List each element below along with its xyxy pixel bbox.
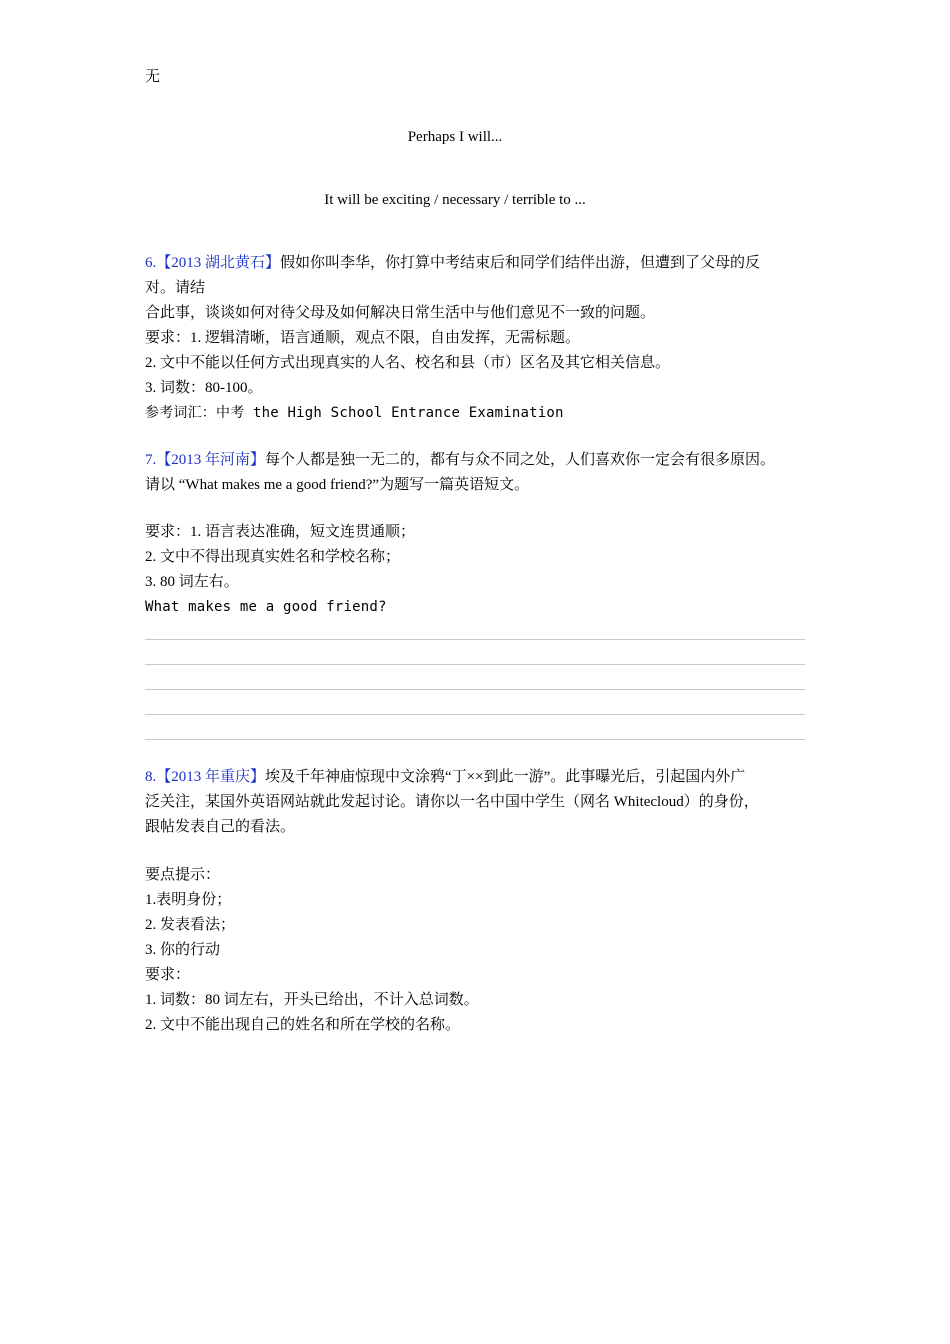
q8-requirement-2: 2. 文中不能出现自己的姓名和所在学校的名称。 xyxy=(145,1017,461,1033)
q8-line1 xyxy=(145,767,745,787)
q7-requirement-2: 2. 文中不得出现真实姓名和学校名称； xyxy=(145,549,401,565)
q6-text-line1: 假如你叫李华，你打算中考结束后和同学们结伴出游，但遭到了父母的反 xyxy=(280,255,761,271)
q7-text-line1: 每个人都是独一无二的，都有与众不同之处，人们喜欢你一定会有很多原因。 xyxy=(265,452,776,468)
q7-source: 【2013 年河南】 xyxy=(156,452,266,468)
q6-requirement-1: 要求：1. 逻辑清晰，语言通顺，观点不限，自由发挥，无需标题。 xyxy=(145,330,581,346)
q6-source: 【2013 湖北黄石】 xyxy=(156,255,281,271)
prompt-perhaps: Perhaps I will... xyxy=(407,129,503,145)
answer-line-5 xyxy=(145,739,805,740)
q7-requirement-1: 要求：1. 语言表达准确，短文连贯通顺； xyxy=(145,524,416,540)
q8-text-line3: 跟帖发表自己的看法。 xyxy=(145,819,296,835)
q6-line1 xyxy=(145,253,760,273)
q8-requirement-1: 1. 词数：80 词左右，开头已给出，不计入总词数。 xyxy=(145,992,479,1008)
q8-source: 【2013 年重庆】 xyxy=(156,769,266,785)
q7-essay-title: What makes me a good friend? xyxy=(145,599,387,615)
q8-tip-3: 3. 你的行动 xyxy=(145,942,221,958)
answer-line-3 xyxy=(145,689,805,690)
q8-number: 8. xyxy=(145,769,157,785)
q7-text-line2: 请以 “What makes me a good friend?”为题写一篇英语短文。 xyxy=(145,477,530,493)
header-text: 无 xyxy=(145,69,161,85)
q8-requirements-heading: 要求： xyxy=(145,967,191,983)
q7-number: 7. xyxy=(145,452,157,468)
answer-line-2 xyxy=(145,664,805,665)
q6-number: 6. xyxy=(145,255,157,271)
q8-tips-heading: 要点提示： xyxy=(145,867,221,883)
q8-tip-1: 1.表明身份； xyxy=(145,892,232,908)
q7-line1 xyxy=(145,450,775,470)
q6-text-line3: 合此事，谈谈如何对待父母及如何解决日常生活中与他们意见不一致的问题。 xyxy=(145,305,656,321)
q6-requirement-2: 2. 文中不能以任何方式出现真实的人名、校名和县（市）区名及其它相关信息。 xyxy=(145,355,671,371)
q6-text-line2: 对。请结 xyxy=(145,280,206,296)
q8-tip-2: 2. 发表看法； xyxy=(145,917,236,933)
answer-line-4 xyxy=(145,714,805,715)
q6-requirement-3: 3. 词数：80-100。 xyxy=(145,380,263,396)
q7-requirement-3: 3. 80 词左右。 xyxy=(145,574,239,590)
prompt-exciting: It will be exciting / necessary / terrible to ... xyxy=(324,192,586,208)
q8-text-line2: 泛关注，某国外英语网站就此发起讨论。请你以一名中国中学生（网名 Whitecloud）的身份， xyxy=(145,794,759,810)
answer-line-1 xyxy=(145,639,805,640)
q6-reference-vocab: 参考词汇：中考 the High School Entrance Examination xyxy=(145,405,564,421)
q8-text-line1: 埃及千年神庙惊现中文涂鸦“丁××到此一游”。此事曝光后，引起国内外广 xyxy=(265,769,746,785)
